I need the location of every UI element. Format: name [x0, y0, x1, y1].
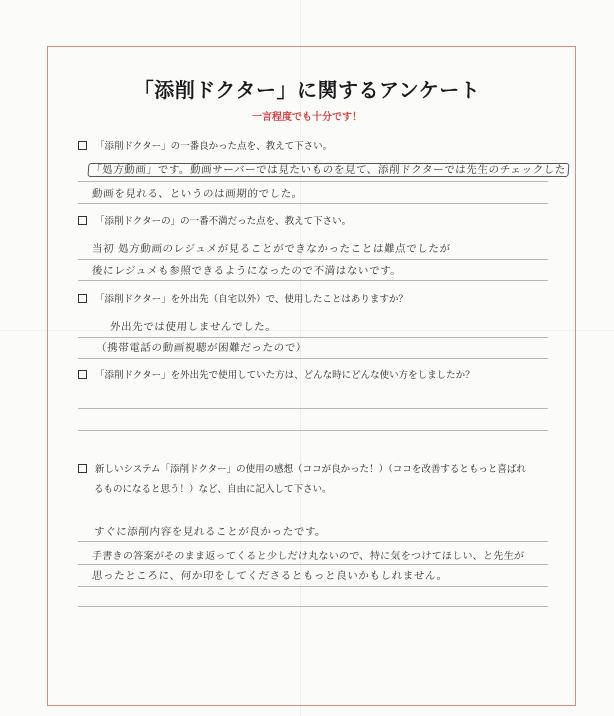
answer-5-line-3: 思ったところに、何か印をしてくださるともっと良いかもしれません。: [91, 570, 449, 582]
answer-rule: [78, 203, 548, 204]
answer-rule: [78, 408, 548, 409]
question-5-cont: るものになると思う！）など、自由に記入して下さい。: [94, 484, 332, 495]
answer-rule: [78, 541, 548, 542]
answer-3-line-2: （携帯電話の動画視聴が困難だったので）: [95, 342, 308, 354]
answer-rule: [78, 564, 548, 565]
answer-rule: [78, 430, 548, 431]
question-2: [78, 213, 351, 231]
page-subtitle: 一言程度でも十分です！: [252, 112, 362, 123]
answer-rule: [78, 606, 548, 607]
question-4: [78, 367, 475, 385]
answer-5-line-2: 手書きの答案がそのまま返ってくると少しだけ丸ないので、特に気をつけてほしい、と先生が: [91, 551, 525, 562]
checkbox-icon: [78, 216, 87, 225]
answer-2-line-1: 当初 処方動画のレジュメが見ることができなかったことは難点でしたが: [91, 243, 452, 255]
question-1: [78, 138, 332, 156]
answer-rule: [78, 259, 548, 260]
question-3-text: 「添削ドクター」を外出先（自宅以外）で、使用したことはありますか？: [95, 294, 408, 305]
checkbox-icon: [78, 141, 87, 150]
answer-1-line-2: 動画を見れる、というのは画期的でした。: [91, 188, 304, 200]
answer-5-line-1: すぐに添削内容を見れることが良かったです。: [93, 526, 327, 538]
question-2-text: 「添削ドクターの」の一番不満だった点を、教えて下さい。: [95, 216, 352, 227]
answer-rule: [78, 337, 548, 338]
answer-2-line-2: 後にレジュメも参照できるようになったので不満はないです。: [91, 265, 402, 277]
checkbox-icon: [78, 370, 87, 379]
answer-rule: [78, 358, 548, 359]
question-3: [78, 291, 408, 309]
question-4-text: 「添削ドクター」を外出先で使用していた方は、どんな時にどんな使い方をしましたか？: [95, 370, 475, 381]
question-5: [78, 461, 548, 479]
checkbox-icon: [78, 464, 87, 473]
answer-1-line-1-text: 「処方動画」です。動画サーバーでは見たいものを見て、添削ドクターでは先生のチェックした: [87, 163, 569, 177]
question-1-text: 「添削ドクター」の一番良かった点を、教えて下さい。: [95, 141, 333, 152]
answer-rule: [78, 280, 548, 281]
answer-rule: [78, 586, 548, 587]
answer-3-line-1: 外出先では使用しませんでした。: [109, 321, 277, 333]
checkbox-icon: [78, 294, 87, 303]
answer-1-line-1: [87, 162, 569, 177]
page-title: 「添削ドクター」に関するアンケート: [133, 78, 481, 102]
answer-rule: [78, 181, 548, 182]
question-5-text-line-1: 新しいシステム「添削ドクター」の使用の感想（ココが良かった！）（ココを改善するともっと喜ばれ: [95, 464, 526, 475]
